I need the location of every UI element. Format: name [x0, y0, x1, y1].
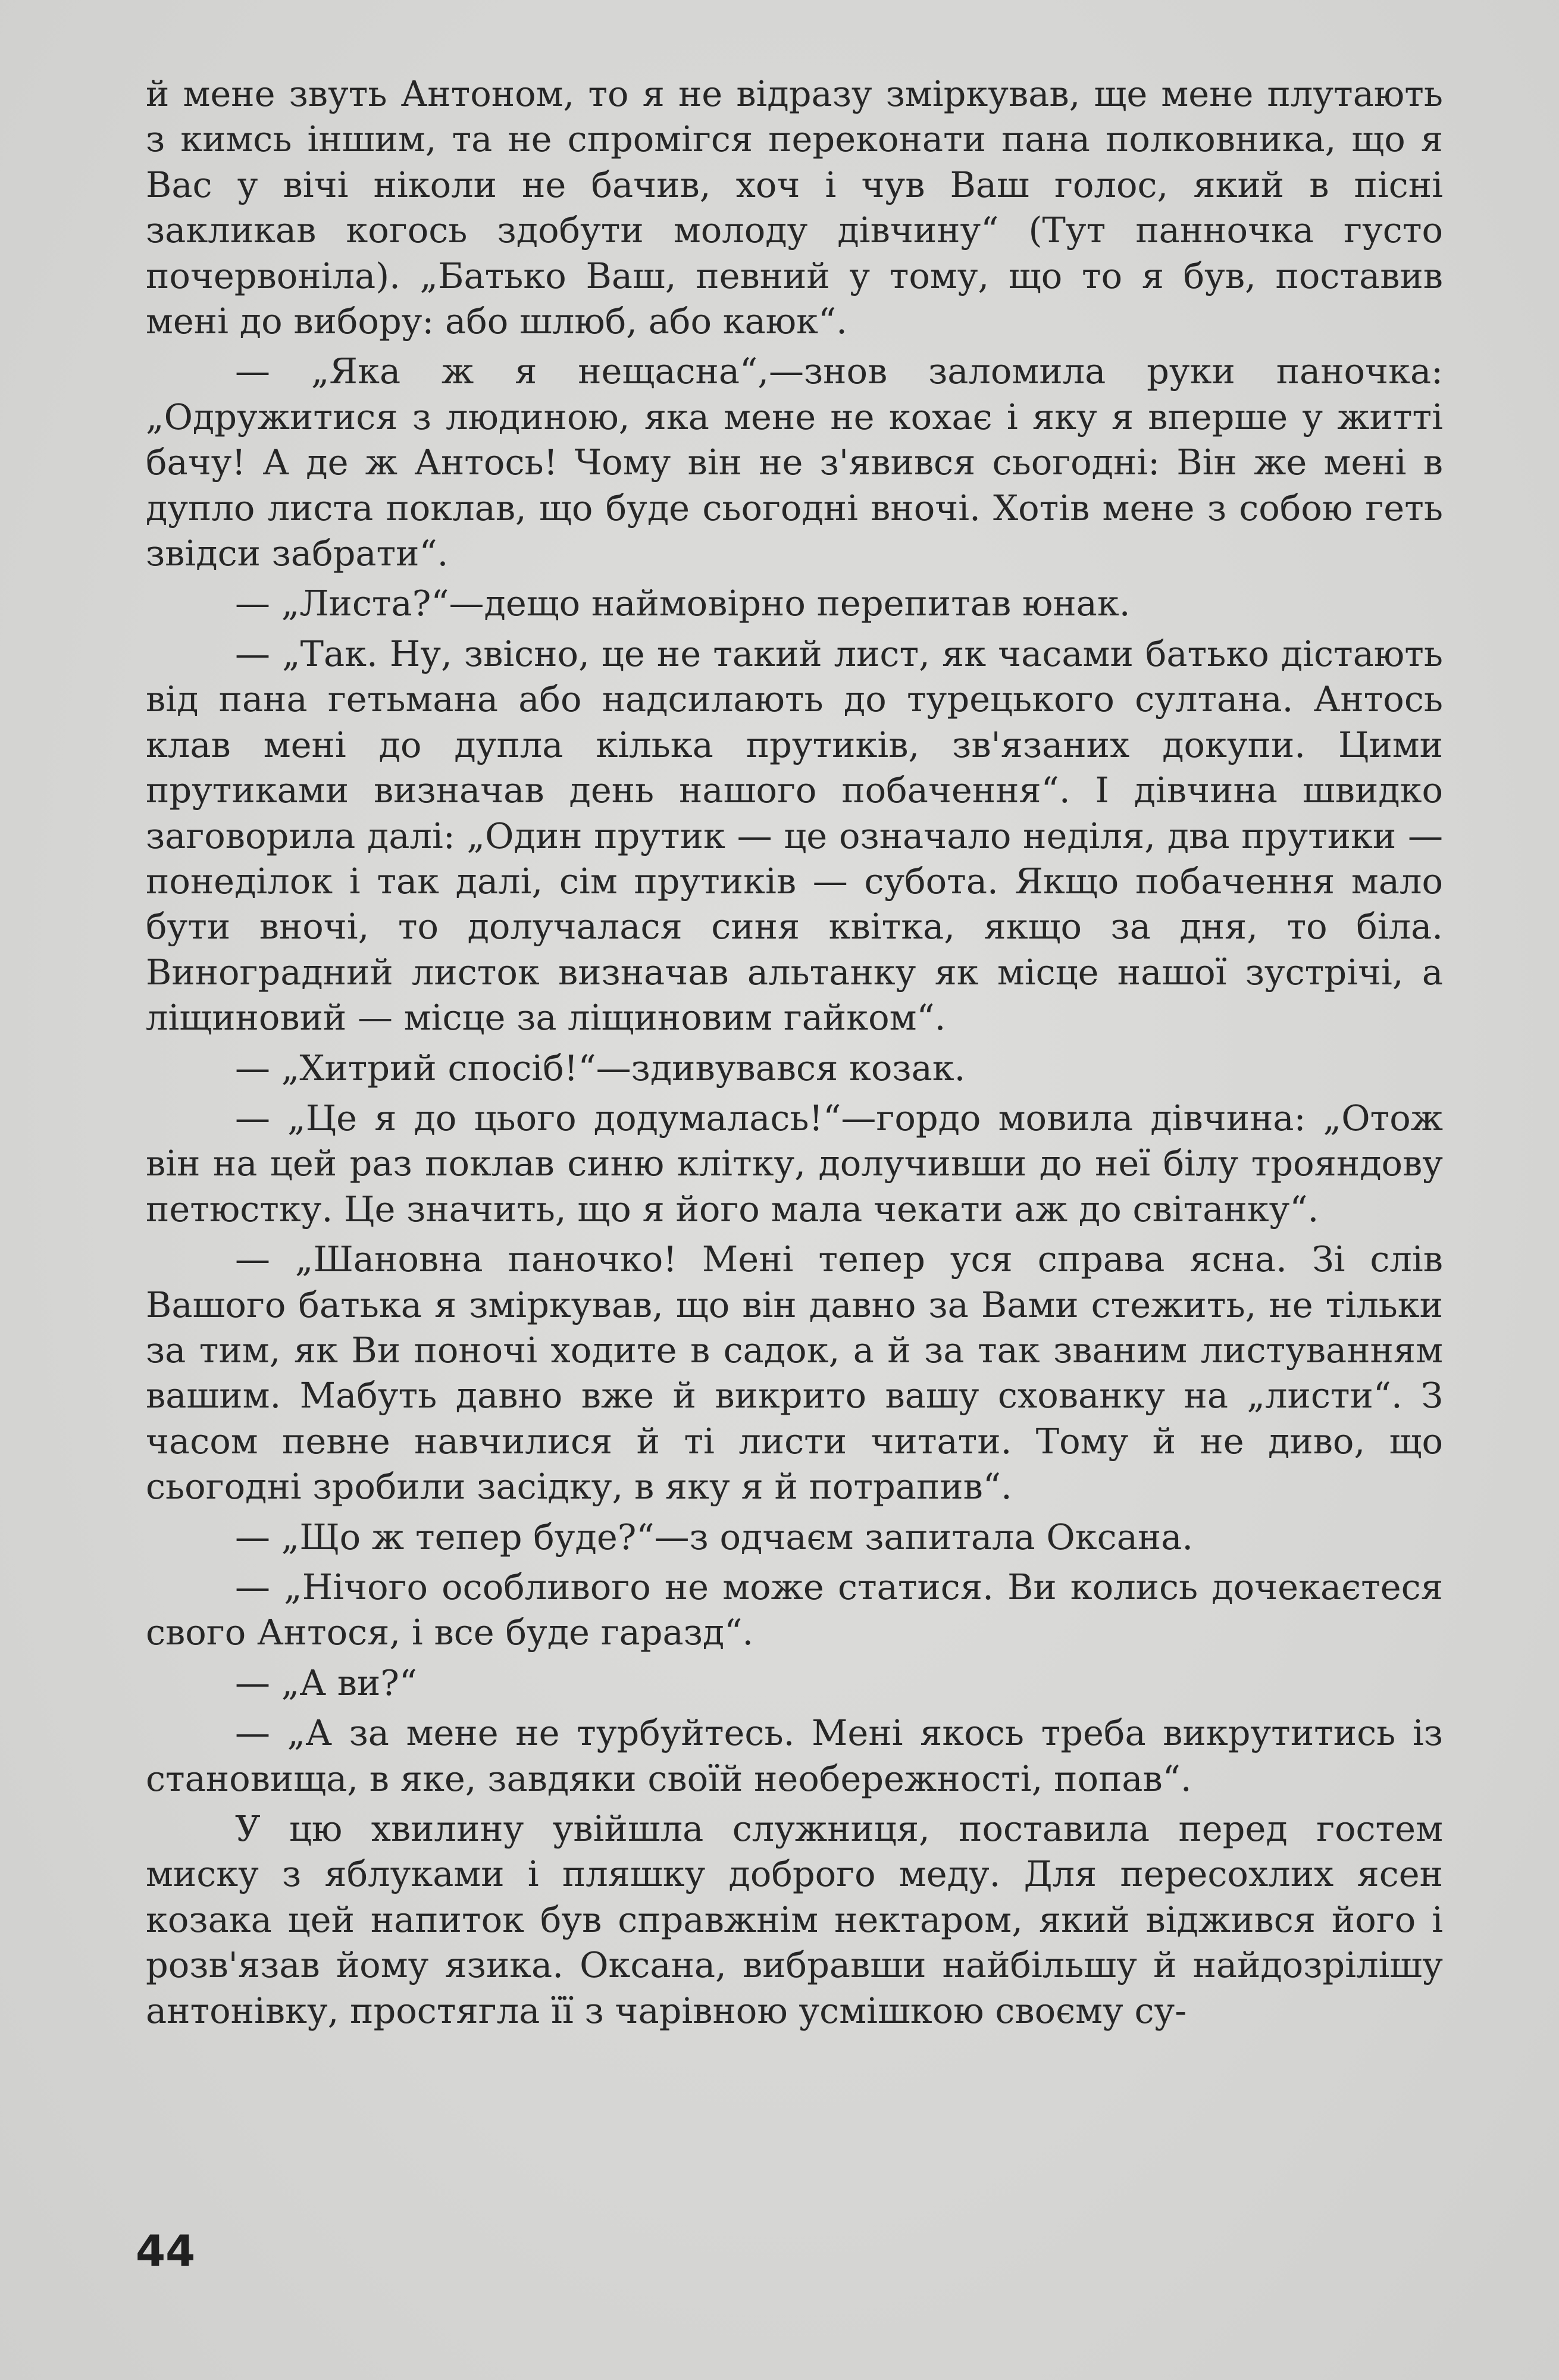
body-text [146, 71, 1443, 2038]
paragraph: — „Шановна паночко! Мені тепер уся справа ясна. Зі слів Вашого батька я зміркував, що він давно за Вами стежить, не тільки за тим, як Ви поночі ходите в садок, а й за так званим листуванням вашим. Мабуть давно вже й викрито вашу схованку на „листи“. З часом певне навчилися й ті листи читати. Тому й не диво, що сьогодні зробили засідку, в яку я й потрапив“. [146, 1239, 1443, 1508]
page-number: 44 [136, 2226, 196, 2276]
paragraph: — „Листа?“—дещо наймовірно перепитав юнак. [235, 583, 1131, 624]
paragraph: — „Нічого особливого не може статися. Ви колись дочекаєтеся свого Антося, і все буде гаразд“. [146, 1566, 1443, 1653]
paragraph: — „Хитрий спосіб!“—здивувався козак. [235, 1047, 966, 1089]
paragraph: У цю хвилину увійшла служниця, поставила перед гостем миску з яблуками і пляшку доброго меду. Для пересохлих ясен козака цей напиток був справжнім нектаром, який віджився його і розв'язав йому язика. Оксана, вибравши найбільшу й найдозрілішу антонівку, простягла її з чарівною усмішкою своєму су- [146, 1808, 1443, 2031]
paragraph: — „Так. Ну, звісно, це не такий лист, як часами батько дістають від пана гетьмана або надсилають до турецького султана. Антось клав мені до дупла кілька прутиків, зв'язаних докупи. Цими прутиками визначав день нашого побачення“. І дівчина швидко заговорила далі: „Один прутик — це означало неділя, два прутики — понеділок і так далі, сім прутиків — субота. Якщо побачення мало бути вночі, то долучалася синя квітка, якщо за дня, то біла. Виноградний листок визначав альтанку як місце нашої зустрічі, а ліщиновий — місце за ліщиновим гайком“. [146, 633, 1443, 1039]
paragraph: й мене звуть Антоном, то я не відразу зміркував, ще мене плутають з кимсь іншим, та не спромігся переконати пана полковника, що я Вас у вічі ніколи не бачив, хоч і чув Ваш голос, який в пісні закликав когось здобути молоду дівчину“ (Тут панночка густо почервоніла). „Батько Ваш, певний у тому, що то я був, поставив мені до вибору: або шлюб, або каюк“. [146, 73, 1443, 342]
paragraph: — „А за мене не турбуйтесь. Мені якось треба викрутитись із становища, в яке, завдяки своїй необережності, попав“. [146, 1712, 1443, 1799]
paragraph: — „Це я до цього додумалась!“—гордо мовила дівчина: „Отож він на цей раз поклав синю клітку, долучивши до неї білу трояндову петюстку. Це значить, що я його мала чекати аж до світанку“. [146, 1097, 1443, 1230]
paragraph: — „А ви?“ [235, 1662, 418, 1703]
paragraph: — „Яка ж я нещасна“,—знов заломила руки паночка: „Одружитися з людиною, яка мене не кохає і яку я вперше у житті бачу! А де ж Антось! Чому він не з'явився сьогодні: Він же мені в дупло листа поклав, що буде сьогодні вночі. Хотів мене з собою геть звідси забрати“. [146, 351, 1443, 574]
paragraph: — „Що ж тепер буде?“—з одчаєм запитала Оксана. [235, 1516, 1194, 1558]
